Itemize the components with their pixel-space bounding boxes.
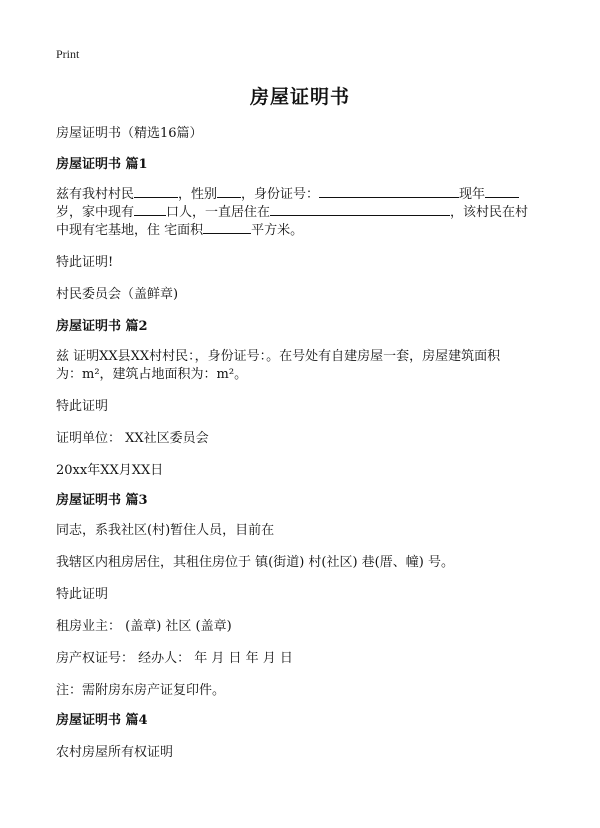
blank-field xyxy=(485,184,519,198)
section2-paragraph-line2: 为：m²，建筑占地面积为：m²。 xyxy=(56,367,248,382)
text-fragment: 岁，家中现有 xyxy=(56,205,135,220)
section2-paragraph: 特此证明 xyxy=(56,399,109,414)
print-link[interactable]: Print xyxy=(56,47,80,61)
section2-paragraph-line1: 兹 证明XX县XX村村民：，身份证号：。在号处有自建房屋一套，房屋建筑面积 xyxy=(56,349,501,364)
section1-paragraph-line1 xyxy=(56,183,519,202)
section2-date: 20xx年XX月XX日 xyxy=(56,463,164,478)
section1-paragraph: 特此证明! xyxy=(56,255,114,270)
section3-paragraph: 特此证明 xyxy=(56,587,109,602)
section3-note: 注：需附房东房产证复印件。 xyxy=(56,683,226,698)
blank-field xyxy=(134,184,178,198)
text-fragment: 兹有我村村民 xyxy=(56,187,135,202)
section1-paragraph-line2 xyxy=(56,201,528,220)
document-title: 房屋证明书 xyxy=(249,86,350,108)
section3-paragraph: 房产权证号： 经办人： 年 月 日 年 月 日 xyxy=(56,651,293,666)
section-heading-2: 房屋证明书 篇2 xyxy=(56,319,148,334)
blank-field xyxy=(134,202,166,216)
blank-field xyxy=(319,184,459,198)
blank-field xyxy=(203,220,251,234)
section1-paragraph-line3 xyxy=(56,219,303,238)
section4-paragraph: 农村房屋所有权证明 xyxy=(56,745,174,760)
section-heading-1: 房屋证明书 篇1 xyxy=(56,157,148,172)
blank-field xyxy=(217,184,241,198)
section3-paragraph: 我辖区内租房居住，其租住房位于 镇(街道) 村(社区) 巷(厝、幢) 号。 xyxy=(56,555,454,570)
blank-field xyxy=(270,202,450,216)
text-fragment: 中现有宅基地，住 宅面积 xyxy=(56,223,204,238)
text-fragment: 平方米。 xyxy=(251,223,304,238)
section2-paragraph: 证明单位： XX社区委员会 xyxy=(56,431,209,446)
section3-paragraph: 同志，系我社区(村)暂住人员，目前在 xyxy=(56,523,275,538)
document-subtitle: 房屋证明书（精选16篇） xyxy=(56,126,203,141)
text-fragment: 口人，一直居住在 xyxy=(166,205,271,220)
section1-paragraph: 村民委员会（盖鲜章) xyxy=(56,287,179,302)
text-fragment: ，性别 xyxy=(178,187,218,202)
section-heading-3: 房屋证明书 篇3 xyxy=(56,493,148,508)
text-fragment: 现年 xyxy=(459,187,486,202)
section-heading-4: 房屋证明书 篇4 xyxy=(56,713,148,728)
text-fragment: ，身份证号： xyxy=(241,187,320,202)
section3-paragraph: 租房业主： (盖章) 社区 (盖章) xyxy=(56,619,232,634)
text-fragment: ，该村民在村 xyxy=(450,205,529,220)
